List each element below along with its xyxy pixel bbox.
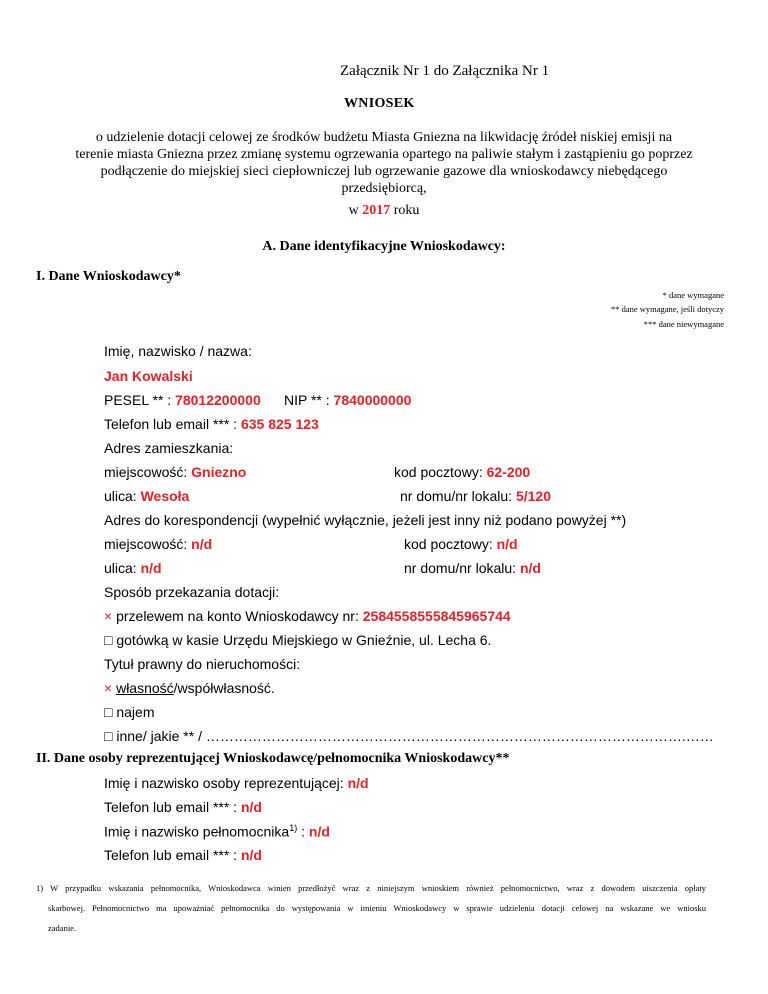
payment-option-cash[interactable] [104,632,491,648]
legal-title-option-rent[interactable] [104,704,155,720]
zip-value: 62-200 [486,464,531,480]
rep-name-field [104,775,369,791]
rep-phone-value: n/d [240,799,262,815]
legal-title-label: Tytuł prawny do nieruchomości: [104,656,301,672]
proxy-phone-field [104,847,262,863]
legal-title-option-ownership[interactable] [104,680,275,696]
corr-house-field [404,560,541,576]
checked-mark-icon: × [104,680,113,696]
corr-street-value: n/d [140,560,162,576]
corr-house-label: nr domu/nr lokalu: [404,560,517,576]
footnote-line-3: zadanie. [48,923,77,933]
corr-street-label: ulica: [104,560,137,576]
footnote [36,878,706,938]
section-ii-title: II. Dane osoby reprezentującej Wnioskodawcę/pełnomocnika Wnioskodawcy** [36,751,510,766]
legal-title-option-other[interactable] [104,728,714,744]
year-suffix: roku [393,203,420,218]
city-label: miejscowość: [104,464,188,480]
desc-line-4: przedsiębiorcą, [341,181,427,196]
proxy-phone-value: n/d [240,847,262,863]
corr-zip-field [404,536,518,552]
nip-label: NIP ** : [284,392,330,408]
other-text: inne/ jakie ** / ………………………………………………………………………………………….…… [116,728,714,744]
corr-zip-value: n/d [496,536,518,552]
phone-label: Telefon lub email *** : [104,416,238,432]
year-value: 2017 [362,203,391,218]
city-value: Gniezno [191,464,247,480]
document-title: WNIOSEK [344,96,415,111]
account-number: 2584558555845965744 [362,608,511,624]
payment-option-transfer[interactable] [104,608,511,624]
checkbox-empty-icon: □ [104,632,113,648]
street-value: Wesoła [140,488,190,504]
proxy-colon: : [297,823,305,840]
zip-label: kod pocztowy: [394,464,483,480]
correspondence-label: Adres do korespondencji (wypełnić wyłącznie, jeżeli jest inny niż podano powyżej **) [104,512,627,528]
nip-value: 7840000000 [333,392,412,408]
applicant-name-value: Jan Kowalski [104,368,193,384]
legend-optional: *** dane niewymagane [643,319,724,329]
corr-street-field [104,560,162,576]
desc-line-3: podłączenie do miejskiej sieci ciepłowniczej lub ogrzewanie gazowe dla wnioskodawcy niebędącego [100,164,668,179]
proxy-name-value: n/d [308,823,330,840]
nip-field [284,392,411,408]
rep-name-value: n/d [347,775,369,791]
applicant-name-label: Imię, nazwisko / nazwa: [104,343,252,359]
co-ownership-text: /współwłasność. [173,680,275,696]
desc-line-1: o udzielenie dotacji celowej ze środków budżetu Miasta Gniezna na likwidację źródeł niskiej emisji na [95,130,673,145]
legend-required: * dane wymagane [662,290,724,300]
payment-label: Sposób przekazania dotacji: [104,584,280,600]
desc-line-2: terenie miasta Gniezna przez zmianę systemu ogrzewania opartego na paliwie stałym i zastąpieniu go poprzez [75,147,693,162]
corr-house-value: n/d [519,560,541,576]
proxy-phone-label: Telefon lub email *** : [104,847,238,863]
address-label: Adres zamieszkania: [104,440,234,456]
pesel-field [104,392,261,408]
phone-field [104,416,319,432]
city-field [104,464,246,480]
house-field [400,488,551,504]
document-description [0,129,768,197]
house-label: nr domu/nr lokalu: [400,488,513,504]
year-line [0,203,768,219]
checked-mark-icon: × [104,608,113,624]
corr-city-label: miejscowość: [104,536,188,552]
zip-field [394,464,530,480]
corr-city-field [104,536,212,552]
ownership-text: własność [116,680,174,696]
footnote-line-2: skarbowej. Pełnomocnictwo ma upoważniać pełnomocnika do występowania w imieniu Wnioskodawcy w sprawie udzielenia dotacji celowej na wskazane we wniosku [48,903,706,913]
rep-phone-label: Telefon lub email *** : [104,799,238,815]
proxy-name-label: Imię i nazwisko pełnomocnika [104,823,290,840]
street-label: ulica: [104,488,137,504]
legend-required-if-applicable: ** dane wymagane, jeśli dotyczy [610,304,724,314]
checkbox-empty-icon: □ [104,728,113,744]
attachment-label: Załącznik Nr 1 do Załącznika Nr 1 [340,63,550,79]
rep-name-label: Imię i nazwisko osoby reprezentującej: [104,775,344,791]
year-prefix: w [348,203,359,218]
footnote-ref: 1) [289,823,298,833]
section-a-title: A. Dane identyfikacyjne Wnioskodawcy: [262,239,506,254]
rent-text: najem [116,704,155,720]
proxy-name-field [104,823,330,840]
pesel-value: 78012200000 [175,392,261,408]
corr-zip-label: kod pocztowy: [404,536,493,552]
street-field [104,488,189,504]
payment-cash-text: gotówką w kasie Urzędu Miejskiego w Gnieźnie, ul. Lecha 6. [116,632,492,648]
phone-value: 635 825 123 [240,416,319,432]
rep-phone-field [104,799,262,815]
footnote-line-1: 1) W przypadku wskazania pełnomocnika, Wnioskodawca winien przedłożyć wraz z niniejszym wnioskiem również pełnomocnictwo, wraz z dowodem uiszczenia opłaty [36,883,706,893]
house-value: 5/120 [515,488,551,504]
pesel-label: PESEL ** : [104,392,172,408]
corr-city-value: n/d [191,536,213,552]
checkbox-empty-icon: □ [104,704,113,720]
payment-transfer-text: przelewem na konto Wnioskodawcy nr: [116,608,359,624]
section-i-title: I. Dane Wnioskodawcy* [36,269,181,284]
